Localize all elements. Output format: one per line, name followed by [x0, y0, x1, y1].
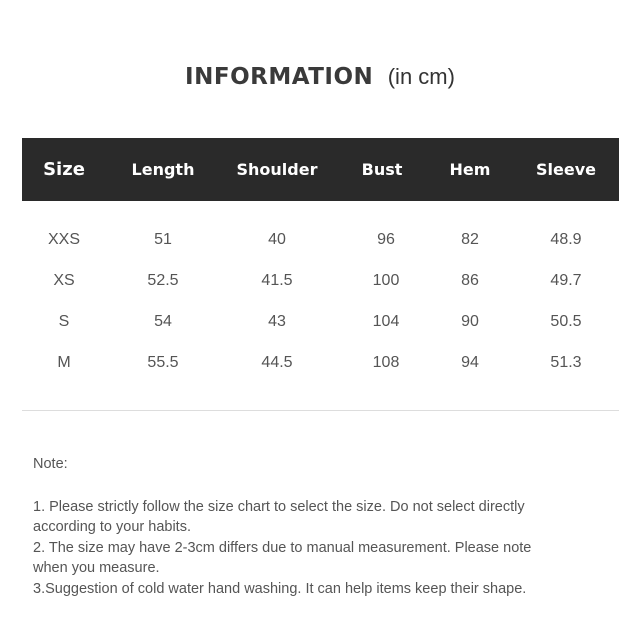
cell-size: XXS: [47, 231, 81, 248]
header-hem: Hem: [449, 160, 491, 179]
cell-length: 51: [154, 231, 172, 248]
header-sleeve: Sleeve: [536, 160, 596, 179]
cell-sleeve: 48.9: [550, 231, 582, 248]
table-row: [0, 228, 640, 252]
note-line: when you measure.: [33, 560, 160, 576]
cell-bust: 100: [372, 272, 400, 289]
cell-length: 52.5: [147, 272, 179, 289]
cell-length: 54: [154, 313, 172, 330]
cell-shoulder: 40: [268, 231, 286, 248]
cell-size: S: [58, 313, 70, 330]
page-title: [0, 64, 640, 90]
note-line: 2. The size may have 2-3cm differs due to manual measurement. Please note: [33, 540, 532, 556]
cell-size: M: [57, 354, 71, 371]
note-label: Note:: [33, 456, 68, 472]
cell-hem: 86: [461, 272, 479, 289]
cell-length: 55.5: [147, 354, 179, 371]
header-size: Size: [43, 159, 85, 180]
table-row: [0, 351, 640, 375]
note-line: 3.Suggestion of cold water hand washing. It can help items keep their shape.: [33, 581, 527, 597]
cell-size: XS: [53, 272, 75, 289]
cell-bust: 96: [377, 231, 395, 248]
title-main: INFORMATION: [185, 64, 374, 90]
cell-shoulder: 43: [268, 313, 286, 330]
cell-shoulder: 44.5: [261, 354, 293, 371]
cell-shoulder: 41.5: [261, 272, 293, 289]
cell-sleeve: 49.7: [550, 272, 582, 289]
table-header: [22, 138, 619, 201]
header-length: Length: [131, 160, 195, 179]
cell-hem: 82: [461, 231, 479, 248]
header-shoulder: Shoulder: [236, 160, 318, 179]
cell-bust: 104: [372, 313, 400, 330]
note-line: 1. Please strictly follow the size chart to select the size. Do not select directly: [33, 499, 525, 515]
cell-sleeve: 51.3: [550, 354, 582, 371]
cell-hem: 94: [461, 354, 479, 371]
cell-sleeve: 50.5: [550, 313, 582, 330]
table-row: [0, 269, 640, 293]
header-bust: Bust: [361, 160, 403, 179]
title-unit: (in cm): [387, 64, 455, 89]
table-divider: [22, 410, 619, 411]
table-row: [0, 310, 640, 334]
note-line: according to your habits.: [33, 519, 191, 535]
cell-hem: 90: [461, 313, 479, 330]
cell-bust: 108: [372, 354, 400, 371]
